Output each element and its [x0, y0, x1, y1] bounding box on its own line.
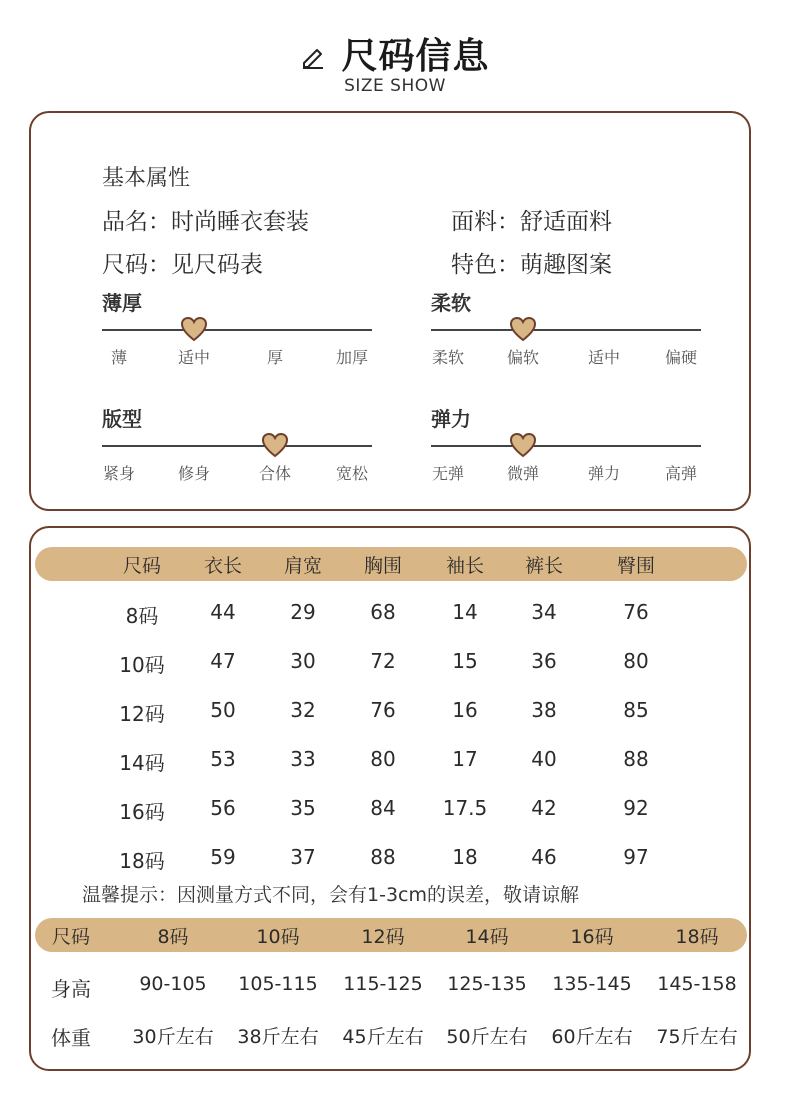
size-table-cell: 16码 [119, 800, 165, 824]
heart-icon [509, 432, 537, 458]
scale-option: 修身 [177, 464, 210, 483]
reference-table-cell: 105-115 [238, 973, 318, 995]
size-table-header-cell: 尺码 [122, 555, 161, 577]
scale-option: 加厚 [335, 348, 368, 367]
size-table-cell: 14 [452, 600, 478, 624]
size-table-cell: 56 [210, 796, 236, 820]
size-table-cell: 92 [623, 796, 649, 820]
size-table-cell: 32 [290, 698, 316, 722]
size-table-cell: 38 [531, 698, 557, 722]
size-table-cell: 17.5 [442, 796, 488, 820]
reference-table-cell: 38斤左右 [237, 1026, 319, 1048]
page-title: 尺码信息 [341, 36, 490, 77]
size-table-cell: 42 [531, 796, 557, 820]
heart-icon [509, 316, 537, 342]
product-name: 品名：时尚睡衣套装 [102, 209, 309, 235]
heart-icon [180, 316, 208, 342]
attributes-heading: 基本属性 [102, 166, 191, 191]
scale-option: 偏软 [506, 348, 539, 367]
size-table-cell: 35 [290, 796, 316, 820]
scale-track [102, 445, 372, 447]
size-table-cell: 30 [290, 649, 316, 673]
size-table-header-cell: 衣长 [203, 555, 242, 577]
size-table-header-cell: 袖长 [445, 555, 484, 577]
reference-table-header-cell: 12码 [361, 926, 405, 948]
size-table-cell: 85 [623, 698, 649, 722]
size-table-cell: 33 [290, 747, 316, 771]
size-table-cell: 47 [210, 649, 236, 673]
reference-table-cell: 125-135 [447, 973, 527, 995]
size-table-cell: 88 [370, 845, 396, 869]
size-table-cell: 17 [452, 747, 478, 771]
reference-table-cell: 75斤左右 [656, 1026, 738, 1048]
reference-table-cell: 135-145 [552, 973, 632, 995]
size-table-cell: 80 [370, 747, 396, 771]
reference-table-cell: 身高 [51, 977, 91, 1001]
scale-option: 薄 [110, 348, 127, 367]
size-table-cell: 44 [210, 600, 236, 624]
reference-table-header-cell: 18码 [675, 926, 719, 948]
scale-title: 柔软 [431, 291, 471, 315]
size-table-cell: 40 [531, 747, 557, 771]
size-table-cell: 76 [623, 600, 649, 624]
size-table-cell: 34 [531, 600, 557, 624]
size-table-cell: 97 [623, 845, 649, 869]
scale-option: 弹力 [587, 464, 620, 483]
heart-icon [261, 432, 289, 458]
size-table-cell: 10码 [119, 653, 165, 677]
reference-table-cell: 体重 [51, 1026, 91, 1050]
scale-title: 版型 [102, 407, 142, 431]
size-table-cell: 12码 [119, 702, 165, 726]
scale-track [431, 329, 701, 331]
size-table-cell: 46 [531, 845, 557, 869]
scale-option: 柔软 [431, 348, 464, 367]
scale-track [102, 329, 372, 331]
size-table-cell: 18码 [119, 849, 165, 873]
size-panel [29, 526, 751, 1071]
fabric: 面料：舒适面料 [451, 209, 612, 235]
measurement-tip: 温馨提示：因测量方式不同，会有1-3cm的误差，敬请谅解 [82, 884, 579, 906]
size-table-cell: 80 [623, 649, 649, 673]
size-table-cell: 53 [210, 747, 236, 771]
title-block [0, 28, 790, 79]
pencil-icon [300, 43, 326, 69]
scale-option: 高弹 [664, 464, 697, 483]
size-table-cell: 29 [290, 600, 316, 624]
scale-option: 无弹 [431, 464, 464, 483]
size-table-cell: 50 [210, 698, 236, 722]
size-table-header-cell: 臀围 [616, 555, 655, 577]
size-table-cell: 36 [531, 649, 557, 673]
reference-table-cell: 60斤左右 [551, 1026, 633, 1048]
size-table-header-cell: 胸围 [363, 555, 402, 577]
size-table-header-cell: 肩宽 [283, 555, 322, 577]
scale-option: 紧身 [102, 464, 135, 483]
size-table-cell: 8码 [125, 604, 159, 628]
scale-track [431, 445, 701, 447]
scale-option: 偏硬 [664, 348, 697, 367]
reference-table-cell: 90-105 [139, 973, 207, 995]
scale-title: 弹力 [431, 407, 471, 431]
reference-table-cell: 115-125 [343, 973, 423, 995]
scale-option: 适中 [587, 348, 620, 367]
feature: 特色：萌趣图案 [451, 252, 612, 278]
reference-table-cell: 145-158 [657, 973, 737, 995]
reference-table-header-cell: 10码 [256, 926, 300, 948]
reference-table-header-cell: 尺码 [51, 926, 90, 948]
reference-table-header-cell: 14码 [465, 926, 509, 948]
reference-table-cell: 50斤左右 [446, 1026, 528, 1048]
scale-option: 适中 [177, 348, 210, 367]
size-table-cell: 72 [370, 649, 396, 673]
size-table-cell: 68 [370, 600, 396, 624]
size-info: 尺码：见尺码表 [102, 252, 263, 278]
scale-option: 合体 [258, 464, 291, 483]
size-table-cell: 18 [452, 845, 478, 869]
reference-table-header-cell: 16码 [570, 926, 614, 948]
reference-table-cell: 45斤左右 [342, 1026, 424, 1048]
size-table-cell: 15 [452, 649, 478, 673]
size-table-cell: 88 [623, 747, 649, 771]
scale-option: 微弹 [506, 464, 539, 483]
size-table-cell: 76 [370, 698, 396, 722]
reference-table-header-cell: 8码 [157, 926, 189, 948]
size-table-cell: 16 [452, 698, 478, 722]
size-table-cell: 14码 [119, 751, 165, 775]
attributes-panel [29, 111, 751, 511]
page-subtitle: SIZE SHOW [344, 76, 446, 96]
scale-option: 宽松 [335, 464, 368, 483]
size-table-cell: 59 [210, 845, 236, 869]
size-table-header-cell: 裤长 [524, 555, 563, 577]
scale-option: 厚 [266, 348, 283, 367]
size-table-cell: 37 [290, 845, 316, 869]
scale-title: 薄厚 [102, 291, 142, 315]
reference-table-cell: 30斤左右 [132, 1026, 214, 1048]
size-table-cell: 84 [370, 796, 396, 820]
